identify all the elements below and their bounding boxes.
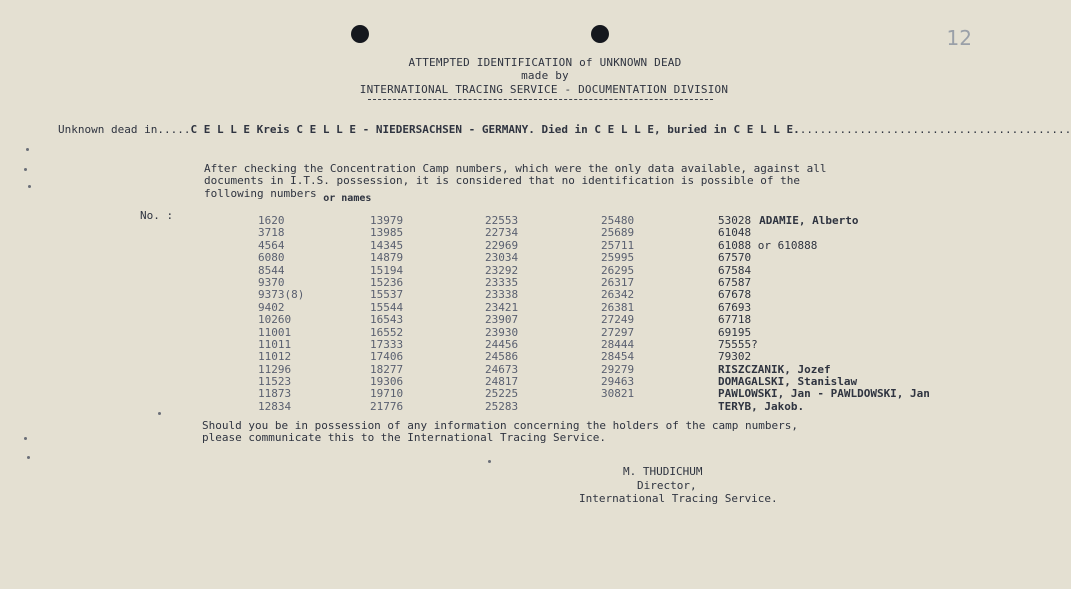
unknown-dead-prefix: Unknown dead in..... <box>58 123 191 136</box>
camp-number-entry: 1620 <box>258 214 285 227</box>
punch-hole-right <box>591 25 609 43</box>
camp-number-entry: 30821 <box>601 387 635 401</box>
numbers-column-1 <box>258 215 304 413</box>
camp-number-entry: 11012 <box>258 350 292 364</box>
camp-number-entry: 4564 <box>258 238 285 252</box>
signatory-organization: International Tracing Service. <box>579 492 778 505</box>
camp-number-entry: 23034 <box>485 251 519 265</box>
camp-number-entry: 28454 <box>601 350 635 364</box>
camp-number-entry: 11873 <box>258 387 292 401</box>
scan-speck <box>158 412 161 415</box>
number-or-name-entry: RISZCZANIK, Jozef <box>718 362 831 376</box>
page-number: 12 <box>946 26 972 50</box>
camp-number-entry: 17333 <box>370 337 404 351</box>
camp-number-entry: 18277 <box>370 362 404 376</box>
closing-line-2: please communicate this to the International Tracing Service. <box>202 431 606 444</box>
numbers-column-2 <box>370 215 403 413</box>
punch-hole-left <box>351 25 369 43</box>
number-or-name-entry: 67587 <box>718 275 752 289</box>
camp-number-entry: 17406 <box>370 350 404 364</box>
camp-number-entry: 16552 <box>370 325 404 339</box>
intro-line-1: After checking the Concentration Camp numbers, which were the only data available, against all <box>204 162 827 175</box>
number-or-name-entry: DOMAGALSKI, Stanislaw <box>718 375 858 389</box>
number-or-name-entry: 79302 <box>718 350 752 364</box>
intro-line-3-text: following numbers <box>204 187 317 200</box>
camp-number-entry: 24586 <box>485 350 519 364</box>
camp-number-entry: 25225 <box>485 387 519 401</box>
camp-number-entry: 25711 <box>601 238 635 252</box>
number-or-name-entry: 67570 <box>718 251 752 265</box>
number-or-name-entry: TERYB, Jakob. <box>718 399 805 413</box>
camp-number-entry: 53028 <box>718 214 752 227</box>
numbers-column-4 <box>601 215 634 401</box>
camp-number-entry: 21776 <box>370 399 404 413</box>
unknown-dead-trail: ......................................... <box>799 123 1071 136</box>
scan-speck <box>27 456 30 459</box>
number-or-name-entry: 61088 or 610888 <box>718 238 818 252</box>
camp-number-entry: 24817 <box>485 375 519 389</box>
signatory-name: M. THUDICHUM <box>623 465 703 478</box>
camp-number-entry: 25689 <box>601 226 635 240</box>
camp-number-entry: 19306 <box>370 375 404 389</box>
camp-number-entry: 15544 <box>370 300 404 314</box>
camp-number-entry: 23335 <box>485 275 519 289</box>
header-rule <box>368 99 713 100</box>
camp-number-entry: 23292 <box>485 263 519 277</box>
document-title: ATTEMPTED IDENTIFICATION of UNKNOWN DEAD <box>408 56 682 69</box>
camp-number-entry: 25995 <box>601 251 635 265</box>
camp-number-entry: 16543 <box>370 313 404 327</box>
number-or-name-entry: 67693 <box>718 300 752 314</box>
person-name-entry: ADAMIE, Alberto <box>759 214 859 227</box>
division-line: INTERNATIONAL TRACING SERVICE - DOCUMENTATION DIVISION <box>359 83 729 96</box>
signatory-title: Director, <box>637 479 697 492</box>
number-or-name-entry: 67718 <box>718 313 752 327</box>
scan-speck <box>26 148 29 151</box>
numbers-column-5 <box>718 215 930 413</box>
intro-line-3-addition: or names <box>323 193 372 204</box>
scan-speck <box>24 437 27 440</box>
camp-number-entry: 10260 <box>258 313 292 327</box>
camp-number-entry: 26342 <box>601 288 635 302</box>
camp-number-entry: 3718 <box>258 226 285 240</box>
scan-speck <box>28 185 31 188</box>
unknown-dead-location: C E L L E Kreis C E L L E - NIEDERSACHSEN - GERMANY. Died in C E L L E, buried in C E L L E. <box>190 123 800 136</box>
camp-number-entry: 27297 <box>601 325 635 339</box>
number-or-name-entry: 61048 <box>718 226 752 240</box>
camp-number-entry: 26317 <box>601 275 635 289</box>
camp-number-entry: 23338 <box>485 288 519 302</box>
camp-number-entry: 14879 <box>370 251 404 265</box>
camp-number-entry: 23930 <box>485 325 519 339</box>
camp-number-entry: 25283 <box>485 399 519 413</box>
scan-speck <box>488 460 491 463</box>
camp-number-entry: 22734 <box>485 226 519 240</box>
camp-number-entry: 11001 <box>258 325 292 339</box>
camp-number-entry: 11011 <box>258 337 292 351</box>
number-or-name-entry: 67678 <box>718 288 752 302</box>
number-or-name-entry: PAWLOWSKI, Jan - PAWLDOWSKI, Jan <box>718 387 930 401</box>
camp-number-entry: 19710 <box>370 387 404 401</box>
unknown-dead-line <box>58 123 1071 136</box>
number-label: No. : <box>140 209 174 222</box>
camp-number-entry: 8544 <box>258 263 285 277</box>
camp-number-entry: 9402 <box>258 300 285 314</box>
camp-number-entry: 15537 <box>370 288 404 302</box>
camp-number-entry: 23907 <box>485 313 519 327</box>
camp-number-entry: 22969 <box>485 238 519 252</box>
camp-number-entry: 29463 <box>601 375 635 389</box>
camp-number-entry: 26381 <box>601 300 635 314</box>
camp-number-entry: 13985 <box>370 226 404 240</box>
camp-number-entry: 22553 <box>485 214 519 227</box>
camp-number-entry: 6080 <box>258 251 285 265</box>
camp-number-entry: 9370 <box>258 275 285 289</box>
camp-number-entry: 9373(8) <box>258 288 305 302</box>
camp-number-entry: 24456 <box>485 337 519 351</box>
intro-line-3 <box>204 187 372 204</box>
camp-number-entry: 15194 <box>370 263 404 277</box>
camp-number-entry: 29279 <box>601 362 635 376</box>
camp-number-entry: 11296 <box>258 362 292 376</box>
number-or-name-entry: 69195 <box>718 325 752 339</box>
camp-number-entry: 15236 <box>370 275 404 289</box>
camp-number-entry: 11523 <box>258 375 292 389</box>
numbers-column-3 <box>485 215 518 413</box>
closing-line-1: Should you be in possession of any information concerning the holders of the camp numbers, <box>202 419 799 432</box>
number-or-name-entry: 75555? <box>718 337 758 351</box>
camp-number-entry: 23421 <box>485 300 519 314</box>
camp-number-entry: 13979 <box>370 214 404 227</box>
camp-number-entry: 28444 <box>601 337 635 351</box>
camp-number-entry: 14345 <box>370 238 404 252</box>
number-or-name-entry: 67584 <box>718 263 752 277</box>
camp-number-entry: 25480 <box>601 214 635 227</box>
camp-number-entry: 26295 <box>601 263 635 277</box>
scan-speck <box>24 168 27 171</box>
made-by-line: made by <box>521 69 569 82</box>
camp-number-entry: 27249 <box>601 313 635 327</box>
intro-line-2: documents in I.T.S. possession, it is considered that no identification is possible of the <box>204 174 801 187</box>
camp-number-entry: 12834 <box>258 399 292 413</box>
camp-number-entry: 24673 <box>485 362 519 376</box>
